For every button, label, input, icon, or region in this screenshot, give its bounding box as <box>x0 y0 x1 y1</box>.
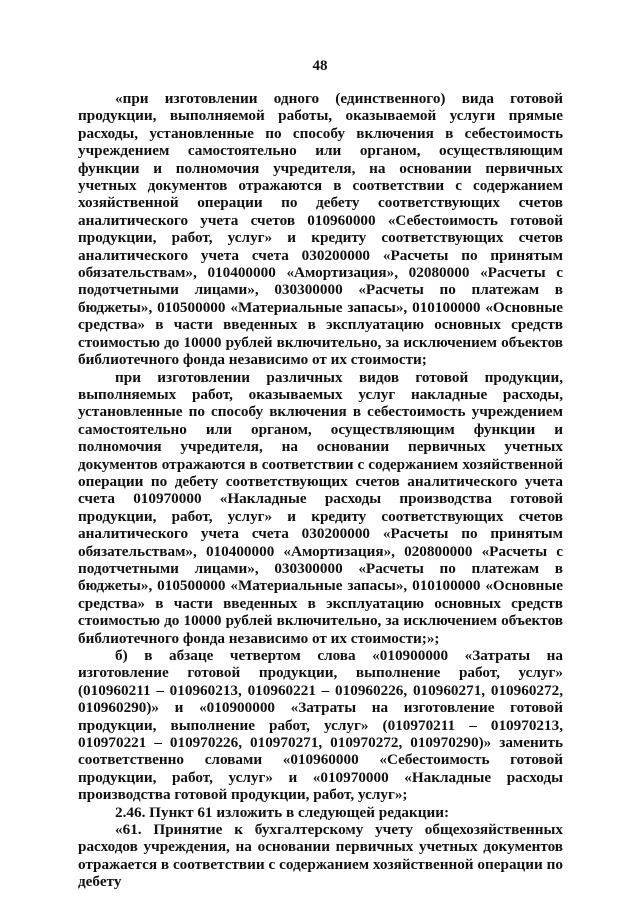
paragraph-amendment-b: б) в абзаце четвертом слова «010900000 «Затраты на изготовление готовой продукции, выполнение работ, услуг» (010960211 – 010960213, 010960221 – 010960226, 010960271, 010960272, 010960290)» и «010900000 «Затраты на изготовление готовой продукции, выполнение работ, услуг» (010970211 – 010970213, 010970221 – 010970226, 010970271, 010970272, 010970290)» заменить соответственно словами «010960000 «Себестоимость готовой продукции, работ, услуг» и «010970000 «Накладные расходы производства готовой продукции, работ, услуг»; <box>78 647 563 804</box>
document-body <box>78 90 563 891</box>
paragraph-item-2-46: 2.46. Пункт 61 изложить в следующей редакции: <box>115 803 450 821</box>
page-number: 48 <box>312 58 328 74</box>
paragraph-direct-costs: «при изготовлении одного (единственного) вида готовой продукции, выполняемой работы, оказываемой услуги прямые расходы, установленные по способу включения в себестоимость учреждением самостоятельно или органом, осуществляющим функции и полномочия учредителя, на основании первичных учетных документов отражаются в соответствии с содержанием хозяйственной операции по дебету соответствующих счетов аналитического учета счетов 010960000 «Себестоимость готовой продукции, работ, услуг» и кредиту соответствующих счетов аналитического учета счета 030200000 «Расчеты по принятым обязательствам», 010400000 «Амортизация», 02080000 «Расчеты с подотчетными лицами», 030300000 «Расчеты по платежам в бюджеты», 010500000 «Материальные запасы», 010100000 «Основные средства» в части введенных в эксплуатацию основных средств стоимостью до 10000 рублей включительно, за исключением объектов библиотечного фонда независимо от их стоимости; <box>78 90 563 369</box>
paragraph-item-61: «61. Принятие к бухгалтерскому учету общехозяйственных расходов учреждения, на основании первичных учетных документов отражается в соответствии с содержанием хозяйственной операции по дебету <box>78 821 563 891</box>
paragraph-overhead-costs: при изготовлении различных видов готовой продукции, выполняемых работ, оказываемых услуг накладные расходы, установленные по способу включения в себестоимость учреждением самостоятельно или органом, осуществляющим функции и полномочия учредителя, на основании первичных учетных документов отражаются в соответствии с содержанием хозяйственной операции по дебету соответствующих счетов аналитического учета счета 010970000 «Накладные расходы производства готовой продукции, работ, услуг» и кредиту соответствующих счетов аналитического учета счета 030200000 «Расчеты по принятым обязательствам», 010400000 «Амортизация», 020800000 «Расчеты с подотчетными лицами», 030300000 «Расчеты по платежам в бюджеты», 010500000 «Материальные запасы», 010100000 «Основные средства» в части введенных в эксплуатацию основных средств стоимостью до 10000 рублей включительно, за исключением объектов библиотечного фонда независимо от их стоимости;»; <box>78 368 563 647</box>
